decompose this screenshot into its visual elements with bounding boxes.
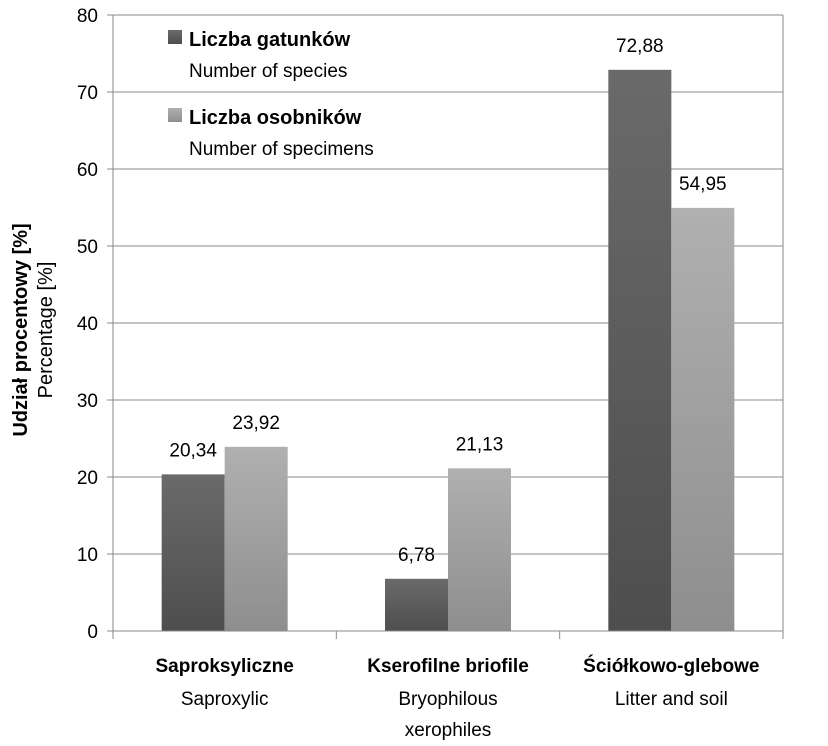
y-tick-label: 10 bbox=[76, 545, 98, 566]
bar-specimens-3 bbox=[671, 208, 734, 631]
category-label-en: Saproxylic bbox=[180, 689, 269, 710]
y-tick-label: 80 bbox=[76, 6, 98, 27]
y-tick-label: 30 bbox=[76, 391, 98, 412]
y-tick-label: 60 bbox=[76, 160, 98, 181]
bar-specimens-2 bbox=[448, 468, 511, 631]
category-label-pl: Saproksyliczne bbox=[155, 656, 294, 677]
y-tick-label: 50 bbox=[76, 237, 98, 258]
x-axis-categories bbox=[155, 655, 759, 741]
data-label: 20,34 bbox=[169, 440, 217, 462]
legend-label-specimens-en: Number of specimens bbox=[189, 139, 374, 160]
data-label: 23,92 bbox=[232, 412, 280, 434]
bar-specimens-1 bbox=[225, 447, 288, 631]
category-label-en: Bryophilous bbox=[398, 689, 498, 710]
data-label: 72,88 bbox=[616, 35, 664, 57]
y-tick-label: 0 bbox=[87, 622, 98, 643]
legend-swatch-species bbox=[168, 30, 182, 44]
category-label-pl: Kserofilne briofile bbox=[367, 656, 529, 677]
legend-swatch-specimens bbox=[168, 108, 182, 122]
category-label-pl: Ściółkowo-glebowe bbox=[583, 656, 760, 677]
bar-species-1 bbox=[162, 474, 225, 631]
legend-label-species-en: Number of species bbox=[189, 61, 348, 82]
legend-label-species-pl: Liczba gatunków bbox=[189, 29, 351, 51]
category-label-en: Litter and soil bbox=[614, 689, 728, 710]
y-axis-title bbox=[10, 223, 57, 436]
data-label: 6,78 bbox=[398, 544, 435, 566]
bar-species-2 bbox=[385, 579, 448, 631]
data-label: 21,13 bbox=[455, 434, 504, 456]
y-axis-title-pl: Udział procentowy [%] bbox=[10, 223, 32, 437]
category-label-en: xerophiles bbox=[404, 720, 492, 741]
y-tick-label: 20 bbox=[76, 468, 98, 489]
y-axis-ticks bbox=[77, 6, 113, 643]
y-tick-label: 40 bbox=[76, 314, 98, 335]
y-tick-label: 70 bbox=[76, 83, 98, 104]
legend bbox=[168, 29, 374, 160]
bar-species-3 bbox=[608, 70, 671, 631]
y-axis-title-en: Percentage [%] bbox=[35, 261, 57, 399]
data-label: 54,95 bbox=[679, 173, 727, 195]
legend-label-specimens-pl: Liczba osobników bbox=[189, 107, 362, 129]
